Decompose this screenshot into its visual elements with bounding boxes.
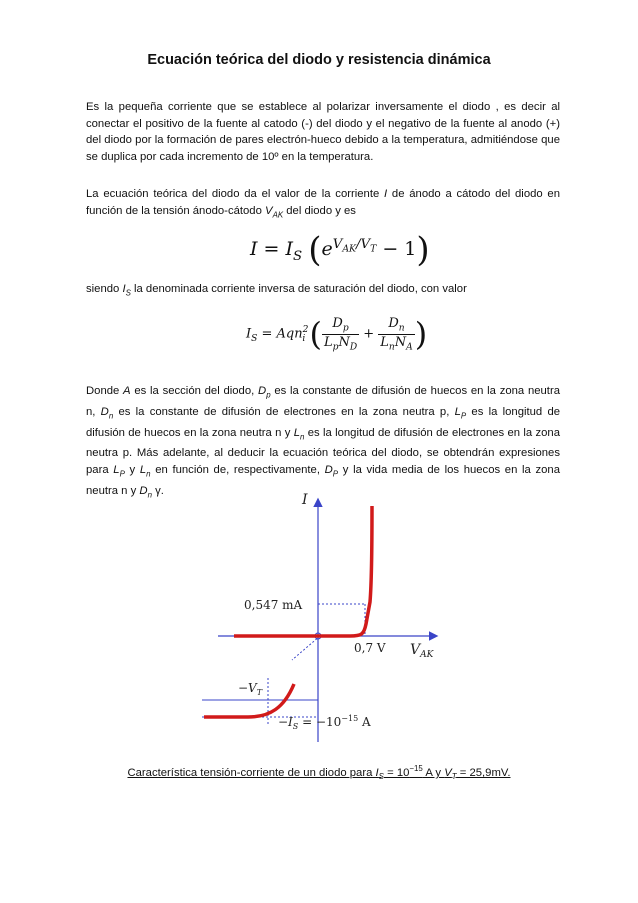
saturation-current-label: $-I_S = -10^{-15}$ A [278,714,371,731]
paragraph-variable-definitions: Donde A es la sección del diodo, $D_p$ es la constante de difusión de huecos en la zona neutra n, $D_n$ es la constante de difusión de electrones en la zona neutra p, $L_P$ es la longitud de difusión de huecos en la zona neutra n y $L_n$ es la longitud de difusión de electrones en la zona neutra p. Más adelante, al deducir la ecuación teórica del diodo, se obtendrán expresiones para $L_P$ y $L_n$ en función de, respectivamente, $D_P$ y la vida media de los huecos en la zona neutra n y $D_n$ γ. [86,385,561,499]
x-axis-label: $V_{AK}$ [410,642,434,660]
saturation-current-equation: $I_S = Aqn^2_i$ ( $\frac{D_p}{L_pN_D}$ + $\frac{D_n}{L_nN_A}$ ) [246,315,428,353]
current-marker-label: 0,547 mA [244,598,303,612]
forward-curve [234,506,372,636]
voltage-marker-label: 0,7 V [354,641,386,655]
paragraph-reverse-current: Es la pequeña corriente que se establece al polarizar inversamente el diodo , es decir al conectar el positivo de la fuente al catodo (-) del diodo y el negativo de la fuente al anodo (+) del diodo por la formación de pares electrón-hueco debido a la temperatura, admitiéndose que se duplica por cada incremento de 10º en la temperatura. [86,101,560,163]
diode-equation: $I = I_S$ $(e^{V_{AK}/V_T} - 1)$ [250,230,430,270]
neg-vt-label: $-V_T$ [238,681,263,697]
paragraph-saturation-current: siendo $I_S$ la denominada corriente inversa de saturación del diodo, con valor [86,283,467,298]
fraction-electrons: $\frac{D_n}{L_nN_A}$ [380,315,413,353]
diode-iv-characteristic [200,488,460,742]
paragraph-diode-equation-intro: La ecuación teórica del diodo da el valor de la corriente I de ánodo a cátodo del diodo en función de la tensión ánodo-cátodo $V_{AK}$ del diodo y es [86,188,560,219]
page-title: Ecuación teórica del diodo y resistencia dinámica [147,52,491,68]
figure-caption: Característica tensión-corriente de un diodo para $I_S = 10^{-15}$ A y $V_T = 25,9mV$. [127,764,511,782]
tangent-guide-line [292,636,320,660]
fraction-holes: $\frac{D_p}{L_pN_D}$ [323,315,358,353]
y-axis-label: I [302,492,308,508]
